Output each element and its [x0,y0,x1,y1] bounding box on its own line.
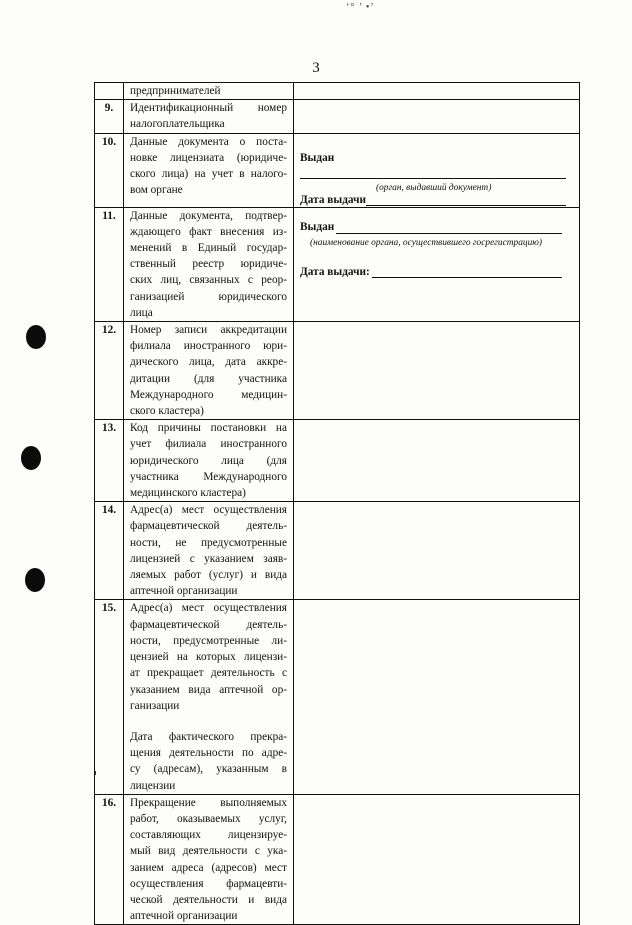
row-label-line: Код причины постановки на [130,422,287,435]
row-label-line: лицензией с указанием заяв- [130,552,287,565]
row-number: 15. [95,600,124,794]
row-label-line: занием адреса (адресов) мест [130,861,287,874]
row-label-line: ждающего факт внесения из- [130,225,287,238]
row-label-line: дитации (для участника [130,372,287,385]
row-label [124,322,294,420]
issue-date-field[interactable] [372,277,562,278]
punch-hole [25,568,45,592]
row-label-line: фармацевтической деятель- [130,520,287,533]
row-label [124,600,294,794]
row-label-line: налогоплательщика [130,118,225,131]
row-label-line: юридического лица (для [130,454,287,467]
table-row [95,322,580,420]
row-number: 10. [95,133,124,207]
row-label-line: филиала иностранного юри- [130,340,287,353]
row-label-line: дического лица, дата аккре- [130,356,287,369]
row-label [124,420,294,502]
accreditation-value-cell[interactable] [294,322,580,420]
issue-date-label: Дата выдачи [300,193,366,206]
row-label-line: составляющих лицензируе- [130,829,287,842]
taxpayer-id-value-cell[interactable] [294,100,580,133]
row-label-line: ческой деятельности и вида [130,893,287,906]
row-label-line: ганизации [130,699,180,712]
issued-by-label: Выдан [300,220,335,233]
egrul-change-value-cell[interactable] [294,207,580,321]
table-row [95,794,580,925]
row-label-line: мый вид деятельности с ука- [130,845,287,858]
row-label-line: осуществления фармацевти- [130,877,287,890]
row-number [95,83,124,100]
row-label [124,207,294,321]
row-label-line: ганизацией юридического [130,290,287,303]
row-label-line: ат прекращает деятельность с [130,667,287,680]
tax-registration-value-cell[interactable] [294,133,580,207]
row-label [124,100,294,133]
row-label-spacer [124,714,293,729]
application-form-table [94,82,580,925]
row-label-line: указанием вида аптечной ор- [130,683,287,696]
row-label-line: предпринимателей [130,85,221,97]
terminated-works-value-cell[interactable] [294,794,580,925]
row-label-line: Адрес(а) мест осуществления [130,602,287,615]
kpp-value-cell[interactable] [294,420,580,502]
row-label-line: Номер записи аккредитации [130,324,287,337]
row-label-line: ского кластера) [130,405,204,418]
issued-by-field[interactable] [300,178,566,179]
row-label-line: работ, оказываемых услуг, [130,812,287,825]
row-label-line: лицензии [130,779,176,792]
issued-by-hint: (орган, выдавший документ) [376,182,492,193]
row-label-line: фармацевтической деятель- [130,618,287,631]
table-row [95,600,580,794]
row-label-line: Дата фактического прекра- [130,730,287,743]
row-label-line: учет филиала иностранного [130,438,287,451]
row-label-line: ляемых работ (услуг) и вида [130,569,287,582]
row-label-line: Данные документа о поста- [130,135,287,148]
closed-addresses-value-cell[interactable] [294,600,580,794]
row-label-line: цензией на которых лицензи- [130,651,287,664]
punch-hole [21,446,41,470]
row-label-line: аптечной организации [130,910,238,923]
row-label-line: Адрес(а) мест осуществления [130,504,287,517]
row-label-line: щения деятельности по адре- [130,747,287,760]
row-label-line: Прекращение выполняемых [130,796,287,809]
row-label-line: ности, предусмотренные ли- [130,634,287,647]
row-label-line: Международного медицин- [130,388,287,401]
row-label-line: вом органе [130,184,183,197]
row-label-line: менений в Единый государ- [130,242,287,255]
table-row [95,100,580,133]
row-label-line: Данные документа, подтвер- [130,209,287,222]
table-row [95,207,580,321]
row-label-line: ского лица) на учет в налого- [130,168,287,181]
table-row [95,83,580,100]
punch-hole [26,325,46,349]
issued-by-label: Выдан [300,151,335,164]
table-row [95,133,580,207]
table-row [95,502,580,600]
row-number: 13. [95,420,124,502]
row-label-line: участника Международного [130,470,287,483]
row-label-line: новке лицензиата (юридиче- [130,151,287,164]
row-label-line: ности, не предусмотренные [130,536,287,549]
row-label-line: Идентификационный номер [130,102,287,115]
row-number: 11. [95,207,124,321]
row-number: 16. [95,794,124,925]
row-label [124,794,294,925]
issued-by-hint: (наименование органа, осуществившего госрегистрацию) [310,237,543,248]
row-label-line: медицинского кластера) [130,487,246,500]
row-label [124,83,294,100]
row-label-line: ственный реестр юридиче- [130,258,287,271]
table-row [95,420,580,502]
issued-by-field[interactable] [336,233,562,234]
row-number: 14. [95,502,124,600]
row-label [124,133,294,207]
row-label-line: ских лиц, связанных с реор- [130,274,287,287]
row-number: 9. [95,100,124,133]
issue-date-field[interactable] [366,205,566,206]
new-addresses-value-cell[interactable] [294,502,580,600]
row-label-line: аптечной организации [130,585,238,598]
row-value-cell[interactable] [294,83,580,100]
page-number: 3 [312,60,320,76]
issue-date-label: Дата выдачи: [300,265,370,278]
scan-speck: ‘° ’ •’ [346,2,375,13]
row-label-line: лица [130,306,153,319]
row-label [124,502,294,600]
row-label-line: су (адресам), указанным в [130,763,287,776]
row-number: 12. [95,322,124,420]
